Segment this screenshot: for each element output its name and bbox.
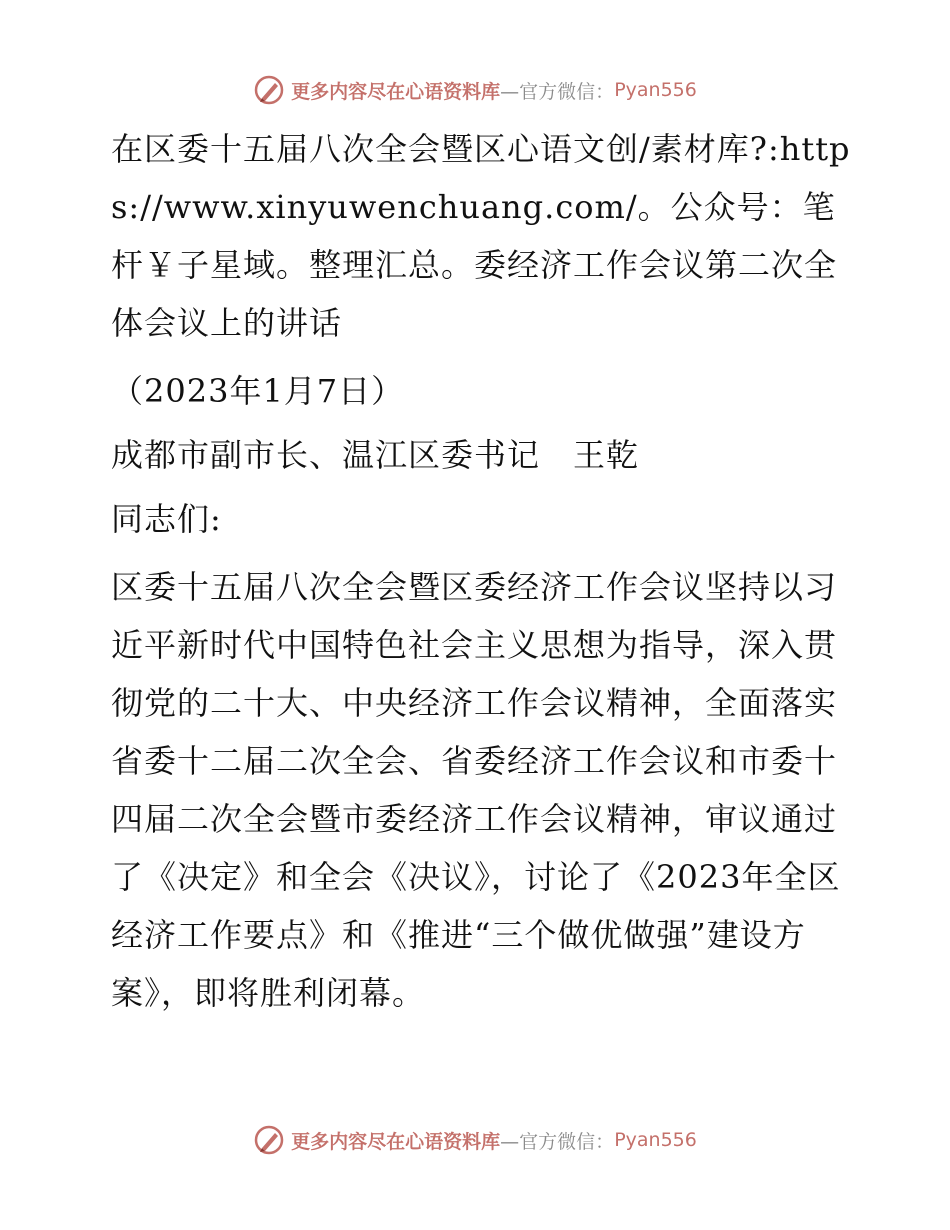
watermark-banner-top [0, 70, 950, 110]
watermark-wechat-label: —官方微信： [500, 80, 615, 103]
document-greeting: 同志们: [111, 500, 222, 538]
document-date: （2023年1月7日） [111, 372, 405, 410]
pen-logo-icon [253, 1124, 285, 1156]
watermark-banner-bottom [0, 1120, 950, 1160]
document-paragraph: 区委十五届八次全会暨区委经济工作会议坚持以习近平新时代中国特色社会主义思想为指导，深入贯彻党的二十大、中央经济工作会议精神，全面落实省委十二届二次全会、省委经济工作会议和市委十四届二次全会暨市委经济工作会议精神，审议通过了《决定》和全会《决议》，讨论了《2023年全区经济工作要点》和《推进“三个做优做强”建设方案》，即将胜利闭幕。 [111, 568, 841, 1012]
watermark-main-text: 更多内容尽在心语资料库 [291, 80, 501, 103]
document-body [97, 120, 857, 1022]
watermark-wechat-label: —官方微信： [500, 1130, 615, 1153]
pen-logo-icon [253, 74, 285, 106]
watermark-main-text: 更多内容尽在心语资料库 [291, 1130, 501, 1153]
document-title: 在区委十五届八次全会暨区心语文创/素材库?:https://www.xinyuwenchuang.com/。公众号：笔杆￥子星域。整理汇总。委经济工作会议第二次全体会议上的讲话 [111, 130, 851, 342]
watermark-wechat-id: Pyan556 [614, 1129, 697, 1151]
document-author: 成都市副市长、温江区委书记 王乾 [111, 436, 640, 474]
watermark-wechat-id: Pyan556 [614, 79, 697, 101]
